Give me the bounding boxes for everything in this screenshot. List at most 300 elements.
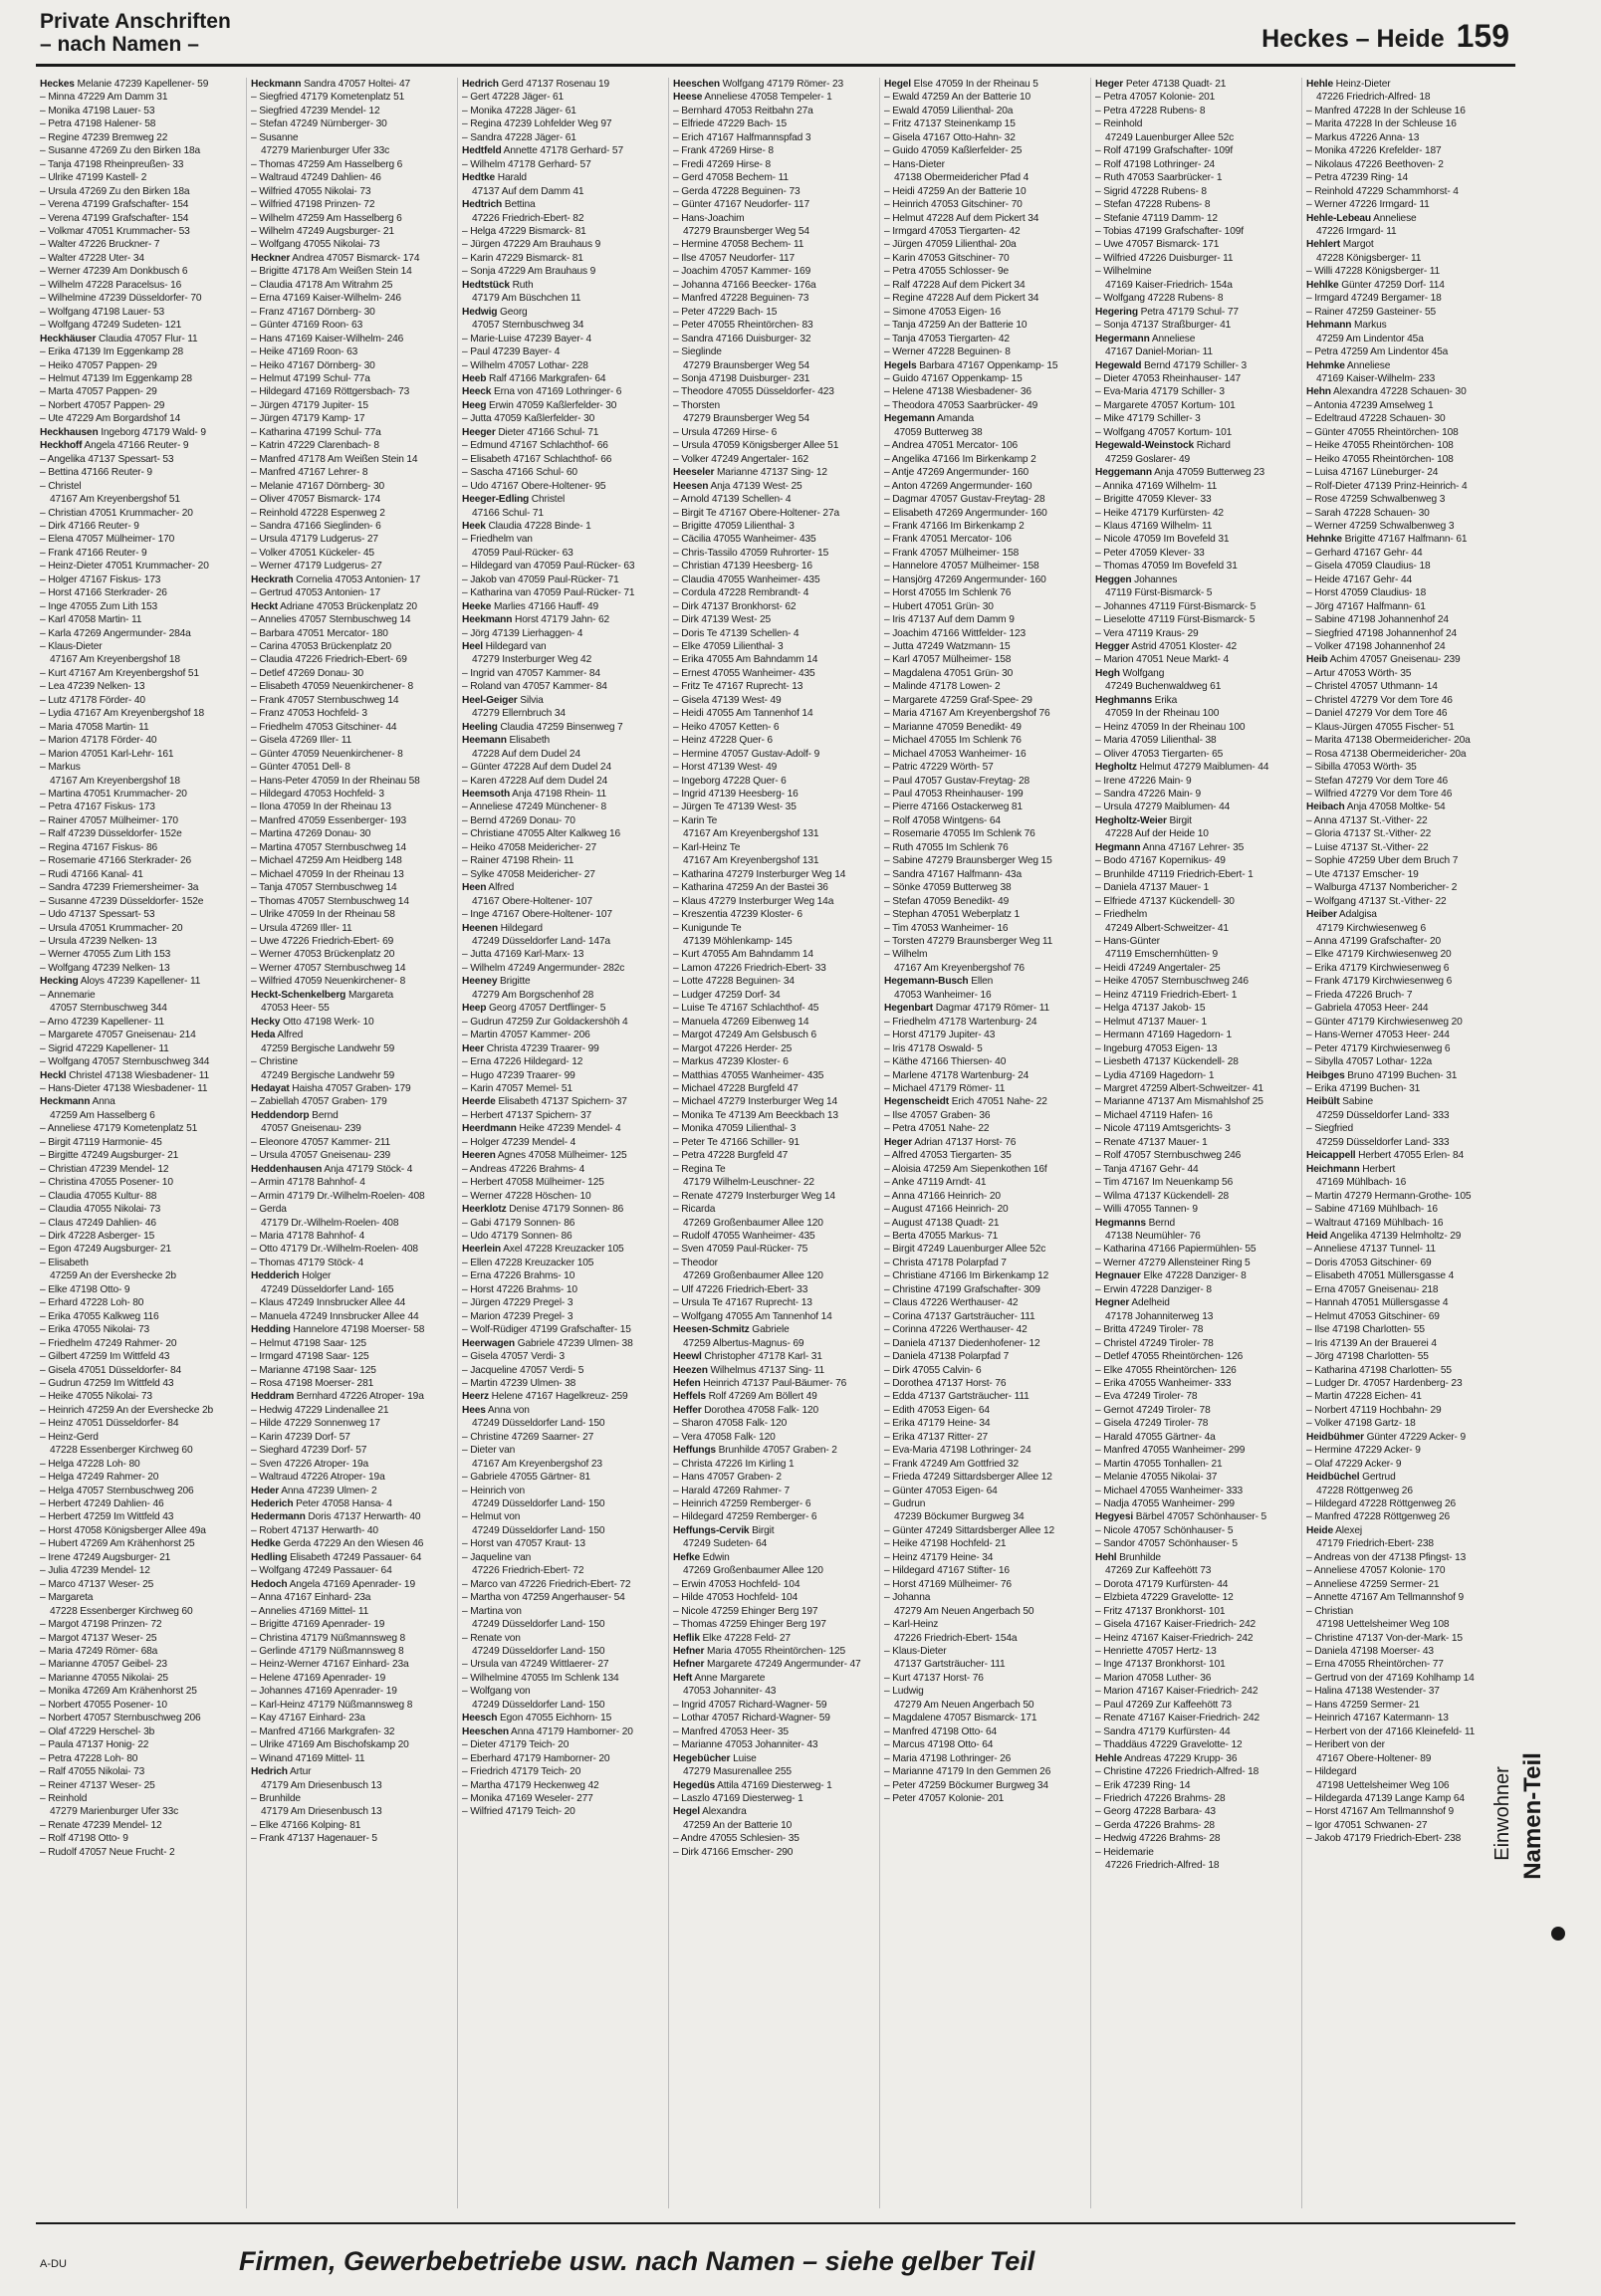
entry-text: 47249 Buchenwaldweg 61	[1105, 681, 1222, 693]
entry-text: – Frieda 47226 Bruch- 7	[1306, 989, 1413, 1001]
entry-text: – Elzbieta 47229 Gravelotte- 12	[1095, 1592, 1234, 1604]
entry-surname: Heda	[251, 1030, 276, 1041]
entry-text: – Thorsten	[673, 399, 721, 411]
directory-entry	[251, 1190, 451, 1203]
entry-text: – Frank 47269 Hirse- 8	[673, 145, 774, 157]
entry-text: – Ludger 47259 Dorf- 34	[673, 989, 781, 1001]
entry-text: Gertrud	[1359, 1472, 1396, 1484]
directory-entry	[40, 78, 240, 91]
entry-surname: Hegholtz-Weier	[1095, 814, 1167, 826]
entry-text: – Ute 47229 Am Borgardshof 14	[40, 413, 181, 425]
directory-entry	[462, 507, 662, 520]
entry-surname: Hegenbart	[884, 1003, 934, 1015]
directory-entry	[462, 881, 662, 894]
entry-text: – Herbert 47058 Mülheimer- 125	[462, 1177, 604, 1189]
directory-entry	[673, 775, 873, 788]
entry-text: – Tanja 47053 Tiergarten- 42	[884, 333, 1010, 344]
directory-entry	[462, 158, 662, 171]
entry-surname: Hehlke	[1306, 279, 1339, 291]
directory-entry	[673, 1337, 873, 1350]
directory-entry	[40, 1497, 240, 1510]
side-tab-top: Einwohner	[1490, 1766, 1513, 1861]
entry-text: – Jakob 47179 Friedrich-Ebert- 238	[1306, 1833, 1462, 1845]
entry-text: – Martin 47239 Ulmen- 38	[462, 1377, 576, 1389]
directory-entry	[251, 345, 451, 358]
entry-text: – Helga 47137 Jakob- 15	[1095, 1003, 1206, 1015]
entry-text: – Jörg 47198 Charlotten- 55	[1306, 1351, 1429, 1363]
entry-text: – Ingeborg 47228 Quer- 6	[673, 775, 787, 787]
directory-entry	[884, 1122, 1084, 1135]
entry-text: Elisabeth 47137 Spichern- 37	[495, 1096, 627, 1108]
directory-entry	[1306, 1725, 1507, 1738]
directory-entry	[40, 292, 240, 305]
directory-entry	[884, 1458, 1084, 1471]
directory-entry	[462, 814, 662, 827]
directory-entry	[884, 252, 1084, 265]
entry-text: – Susanne 47239 Düsseldorfer- 152e	[40, 895, 204, 907]
directory-entry	[462, 1176, 662, 1189]
entry-text: – Günter 47051 Dell- 8	[251, 762, 350, 774]
directory-entry	[462, 667, 662, 680]
entry-text: – Matthias 47055 Wanheimer- 435	[673, 1069, 824, 1081]
page-number: 159	[1456, 18, 1509, 54]
directory-entry	[40, 1095, 240, 1108]
entry-text: Haisha 47057 Graben- 179	[289, 1082, 411, 1094]
entry-text: – Anna 47199 Grafschafter- 20	[1306, 936, 1441, 947]
directory-entry	[251, 1055, 451, 1068]
entry-text: – Hildegard 47259 Remberger- 6	[673, 1511, 817, 1523]
entry-text: Claudia 47228 Binde- 1	[485, 520, 591, 532]
directory-entry	[673, 306, 873, 319]
entry-text: – Michael 47259 Am Heidberg 148	[251, 855, 402, 867]
directory-entry	[40, 1510, 240, 1523]
entry-text: 47228 Essenberger Kirchweg 60	[50, 1605, 193, 1617]
directory-entry	[884, 1404, 1084, 1417]
directory-entry	[1095, 1417, 1295, 1430]
entry-text: – Manfred 47228 In der Schleuse 16	[1306, 105, 1466, 116]
directory-entry	[1095, 1578, 1295, 1591]
directory-entry	[884, 1203, 1084, 1216]
directory-entry	[462, 1257, 662, 1269]
directory-entry	[462, 975, 662, 988]
entry-text: – Martina 47051 Krummacher- 20	[40, 789, 187, 801]
entry-text: – Günter 47169 Roon- 63	[251, 320, 363, 332]
directory-entry	[673, 372, 873, 385]
entry-text: – Heiko 47057 Ketten- 6	[673, 721, 780, 733]
entry-text: – Werner 47053 Brückenplatz 20	[251, 949, 395, 961]
entry-surname: Heep	[462, 1003, 487, 1015]
entry-text: – Sven 47226 Atroper- 19a	[251, 1458, 369, 1470]
entry-text: – Friedrich 47179 Teich- 20	[462, 1766, 581, 1778]
entry-surname: Hefner	[673, 1659, 705, 1671]
directory-entry	[1095, 198, 1295, 211]
entry-text: Axel 47228 Kreuzacker 105	[501, 1244, 624, 1256]
directory-entry	[1306, 198, 1507, 211]
directory-entry	[1095, 1591, 1295, 1604]
directory-entry	[251, 1269, 451, 1282]
entry-text: – Gerd 47058 Bechem- 11	[673, 172, 789, 184]
directory-entry	[673, 1444, 873, 1457]
footer-rule	[36, 2222, 1515, 2224]
entry-text: – Horst 47179 Jupiter- 43	[884, 1030, 996, 1041]
entry-text: – Sylke 47058 Meidericher- 27	[462, 868, 595, 880]
entry-text: – Petra 47239 Ring- 14	[1306, 172, 1409, 184]
directory-entry	[1095, 466, 1295, 479]
entry-text: – Christian 47139 Heesberg- 16	[673, 561, 812, 573]
entry-text: – Volker 47198 Gartz- 18	[1306, 1418, 1416, 1430]
directory-entry	[1306, 962, 1507, 975]
entry-text: – Ursula 47269 Iller- 11	[251, 922, 352, 934]
directory-entry	[1306, 1645, 1507, 1658]
entry-text: 47228 Königsberger- 11	[1316, 252, 1422, 264]
directory-entry	[40, 881, 240, 894]
directory-entry	[40, 1685, 240, 1698]
directory-entry	[884, 372, 1084, 385]
directory-entry	[1095, 1082, 1295, 1095]
entry-text: – Margareta	[40, 1592, 94, 1604]
entry-text: – Lieselotte 47119 Fürst-Bismarck- 5	[1095, 614, 1256, 626]
directory-entry	[40, 466, 240, 479]
directory-entry	[40, 520, 240, 533]
directory-entry	[251, 131, 451, 144]
entry-text: – Helmut 47198 Saar- 125	[251, 1337, 366, 1349]
entry-text: 47057 Gneisenau- 239	[261, 1123, 361, 1135]
directory-entry	[1306, 345, 1507, 358]
entry-text: – Rudi 47166 Kanal- 41	[40, 868, 143, 880]
entry-text: – Mike 47179 Schiller- 3	[1095, 413, 1201, 425]
entry-text: Wilhelmus 47137 Sing- 11	[707, 1364, 825, 1376]
directory-entry	[40, 1618, 240, 1631]
entry-text: – Verena 47199 Grafschafter- 154	[40, 212, 189, 224]
entry-text: – Alfred 47053 Tiergarten- 35	[884, 1150, 1012, 1162]
directory-entry	[673, 1377, 873, 1390]
directory-entry	[40, 1109, 240, 1122]
directory-entry	[462, 1417, 662, 1430]
directory-entry	[1095, 493, 1295, 506]
directory-entry	[1095, 1163, 1295, 1176]
directory-entry	[1306, 1431, 1507, 1444]
directory-entry	[884, 1551, 1084, 1564]
directory-entry	[673, 1605, 873, 1618]
entry-text: – Heinz 47059 In der Rheinau 100	[1095, 721, 1246, 733]
directory-entry	[884, 225, 1084, 238]
directory-entry	[251, 212, 451, 225]
entry-text: – Gudrun 47259 Im Wittfeld 43	[40, 1377, 174, 1389]
entry-text: – Dirk 47228 Asberger- 15	[40, 1230, 155, 1242]
entry-text: – Birgit Te 47167 Obere-Holtener- 27a	[673, 507, 839, 519]
directory-entry	[673, 1082, 873, 1095]
entry-text: – Hilde 47229 Sonnenweg 17	[251, 1418, 380, 1430]
directory-entry	[673, 1765, 873, 1778]
entry-text: 47249 Düsseldorfer Land- 147a	[472, 936, 610, 947]
directory-entry	[673, 1243, 873, 1256]
entry-text: – Gisela 47051 Düsseldorfer- 84	[40, 1364, 182, 1376]
directory-entry	[1306, 265, 1507, 278]
entry-text: – Hans-Günter	[1095, 936, 1160, 947]
directory-entry	[1095, 1364, 1295, 1377]
entry-text: 47226 Friedrich-Alfred- 18	[1105, 1860, 1220, 1872]
entry-text: Elke 47228 Danziger- 8	[1140, 1270, 1247, 1282]
directory-entry	[884, 1618, 1084, 1631]
entry-surname: Heeschen	[673, 79, 720, 90]
directory-entry	[251, 1149, 451, 1162]
directory-entry	[462, 1323, 662, 1336]
directory-entry	[884, 279, 1084, 292]
entry-text: – Heinrich von	[462, 1485, 526, 1496]
entry-text: – Franz 47053 Hochfeld- 3	[251, 708, 367, 720]
entry-text: – Rolf 47198 Lothringer- 24	[1095, 158, 1215, 170]
entry-text: – Susanne	[251, 131, 299, 143]
directory-entry	[40, 1149, 240, 1162]
directory-entry	[462, 225, 662, 238]
entry-text: – Norbert 47057 Sternbuschweg 206	[40, 1713, 201, 1724]
directory-entry	[251, 922, 451, 935]
entry-surname: Hedrich	[462, 79, 499, 90]
directory-entry	[40, 547, 240, 560]
directory-entry	[40, 1485, 240, 1497]
directory-entry	[1306, 1805, 1507, 1818]
directory-entry	[673, 895, 873, 908]
entry-text: – Laszlo 47169 Diesterweg- 1	[673, 1793, 803, 1804]
entry-text: – Bernhard 47053 Reitbahn 27a	[673, 105, 813, 116]
entry-text: – Christian 47051 Krummacher- 20	[40, 507, 193, 519]
directory-entry	[1306, 667, 1507, 680]
directory-entry	[884, 1672, 1084, 1685]
directory-entry	[673, 922, 873, 935]
directory-column	[458, 78, 669, 2208]
directory-entry	[40, 359, 240, 372]
directory-entry	[884, 560, 1084, 573]
directory-column	[247, 78, 458, 2208]
entry-text: – Inge 47055 Zum Lith 153	[40, 600, 158, 612]
directory-entry	[673, 1323, 873, 1336]
entry-text: – Heinz-Gerd	[40, 1431, 99, 1443]
entry-text: – Theodore 47055 Düsseldorfer- 423	[673, 386, 834, 398]
directory-entry	[40, 586, 240, 599]
entry-text: – Petra 47167 Fiskus- 173	[40, 802, 155, 813]
entry-text: – Annika 47169 Wilhelm- 11	[1095, 480, 1218, 492]
entry-text: – Sabine 47169 Mühlbach- 16	[1306, 1204, 1438, 1216]
directory-entry	[673, 1672, 873, 1685]
directory-entry	[462, 1230, 662, 1243]
entry-text: – Margot 47137 Weser- 25	[40, 1632, 157, 1644]
directory-entry	[462, 1190, 662, 1203]
directory-entry	[884, 385, 1084, 398]
entry-text: – Udo 47137 Spessart- 53	[40, 909, 155, 921]
entry-text: – Gabriela 47053 Heer- 244	[1306, 1003, 1429, 1015]
entry-surname: Hehle	[1306, 79, 1333, 90]
directory-entry	[251, 694, 451, 707]
entry-surname: Heiber	[1306, 909, 1337, 921]
directory-entry	[1306, 895, 1507, 908]
directory-column	[1302, 78, 1513, 2208]
directory-entry	[884, 1444, 1084, 1457]
entry-text: Artur	[287, 1766, 312, 1778]
directory-entry	[251, 627, 451, 640]
directory-entry	[462, 613, 662, 626]
entry-surname: Heerz	[462, 1391, 489, 1403]
directory-entry	[884, 600, 1084, 613]
entry-text: Melanie 47239 Kapellener- 59	[74, 79, 209, 90]
directory-entry	[1095, 252, 1295, 265]
directory-entry	[673, 761, 873, 774]
directory-entry	[40, 1792, 240, 1805]
directory-entry	[884, 775, 1084, 788]
entry-text: – Anna 47137 St.-Vither- 22	[1306, 814, 1428, 826]
directory-entry	[1306, 1257, 1507, 1269]
entry-text: – Heiko 47058 Meidericher- 27	[462, 841, 596, 853]
entry-text: Andreas 47229 Krupp- 36	[1122, 1752, 1238, 1764]
directory-entry	[1095, 91, 1295, 104]
entry-text: – Petra 47051 Nahe- 22	[884, 1123, 990, 1135]
directory-entry	[1095, 1779, 1295, 1792]
entry-text: – Heinrich 47259 Remberger- 6	[673, 1498, 811, 1510]
entry-text: – Erika 47179 Heine- 34	[884, 1418, 991, 1430]
directory-entry	[251, 935, 451, 948]
entry-surname: Hegemann	[884, 413, 935, 425]
entry-text: – Karl-Heinz	[884, 1619, 939, 1631]
entry-text: – Reinhold 47228 Espenweg 2	[251, 507, 385, 519]
directory-entry	[251, 1029, 451, 1041]
directory-entry	[1306, 1632, 1507, 1645]
entry-text: – Ursula 47179 Ludgerus- 27	[251, 534, 378, 546]
entry-surname: Hegedüs	[673, 1779, 715, 1791]
directory-entry	[673, 1819, 873, 1832]
directory-entry	[1095, 399, 1295, 412]
entry-text: 47279 Braunsberger Weg 54	[683, 225, 809, 237]
entry-text: – Angelika 47166 Im Birkenkamp 2	[884, 453, 1036, 465]
entry-text: – Marion 47051 Neue Markt- 4	[1095, 654, 1229, 666]
entry-text: Else 47059 In der Rheinau 5	[911, 79, 1038, 90]
entry-text: – Michael 47179 Römer- 11	[884, 1082, 1006, 1094]
entry-text: Christel	[529, 494, 566, 506]
entry-text: Bernhard 47226 Atroper- 19a	[294, 1391, 424, 1403]
entry-text: Birgit	[1166, 814, 1192, 826]
entry-text: 47053 Heer- 55	[261, 1003, 330, 1015]
entry-text: – Edda 47137 Gartsträucher- 111	[884, 1391, 1029, 1403]
entry-text: – Gerhard 47167 Gehr- 44	[1306, 547, 1423, 559]
directory-entry	[1306, 453, 1507, 466]
directory-entry	[673, 1149, 873, 1162]
entry-text: – Irene 47226 Main- 9	[1095, 775, 1192, 787]
directory-entry	[251, 908, 451, 921]
directory-entry	[884, 1243, 1084, 1256]
directory-entry	[462, 1605, 662, 1618]
entry-text: – Lothar 47057 Richard-Wagner- 59	[673, 1713, 830, 1724]
directory-entry	[462, 1055, 662, 1068]
directory-entry	[40, 1752, 240, 1765]
directory-entry	[40, 640, 240, 653]
directory-entry	[1095, 1149, 1295, 1162]
entry-text: – Hans 47169 Kaiser-Wilhelm- 246	[251, 333, 404, 344]
entry-text: Brunhilde 47057 Graben- 2	[715, 1445, 837, 1457]
directory-entry	[1306, 1752, 1507, 1765]
entry-text: – Stefan 47228 Rubens- 8	[1095, 199, 1211, 211]
directory-entry	[884, 1217, 1084, 1230]
entry-text: 47279 Marienburger Ufer 33c	[261, 145, 390, 157]
directory-entry	[251, 533, 451, 546]
entry-text: – Werner 47239 Am Donkbusch 6	[40, 266, 188, 278]
entry-text: – Paul 47057 Gustav-Freytag- 28	[884, 775, 1029, 787]
entry-text: Anja 47139 West- 25	[708, 480, 802, 492]
entry-text: – Anneliese 47057 Kolonie- 170	[1306, 1565, 1446, 1577]
directory-entry	[1306, 1779, 1507, 1792]
entry-text: – Herbert 47259 Im Wittfeld 43	[40, 1511, 174, 1523]
entry-text: – Inge 47137 Bronkhorst- 101	[1095, 1659, 1226, 1671]
entry-surname: Heger	[1095, 79, 1124, 90]
directory-entry	[40, 1310, 240, 1323]
directory-entry	[40, 1257, 240, 1269]
entry-text: – Manfred 47055 Wanheimer- 299	[1095, 1445, 1246, 1457]
entry-text: – Dirk 47055 Calvin- 6	[884, 1364, 982, 1376]
entry-text: – Luise Te 47167 Schlachthof- 45	[673, 1003, 819, 1015]
directory-entry	[251, 78, 451, 91]
directory-entry	[462, 292, 662, 305]
entry-text: – Rosa 47138 Obermeidericher- 20a	[1306, 748, 1467, 760]
entry-text: Margot	[1340, 239, 1374, 251]
entry-text: – Christine 47226 Friedrich-Alfred- 18	[1095, 1766, 1259, 1778]
entry-text: Claudia 47057 Flur- 11	[96, 333, 198, 344]
entry-text: – Horst 47169 Mülheimer- 76	[884, 1578, 1012, 1590]
directory-entry	[884, 1296, 1084, 1309]
directory-entry	[1095, 1632, 1295, 1645]
entry-text: Erwin 47059 Kaßlerfelder- 30	[486, 399, 617, 411]
entry-surname: Heenen	[462, 922, 498, 934]
directory-entry	[251, 507, 451, 520]
entry-text: 47249 Düsseldorfer Land- 150	[472, 1646, 605, 1658]
entry-surname: Heckner	[251, 252, 291, 264]
entry-text: – Karin 47239 Dorf- 57	[251, 1431, 350, 1443]
entry-text: 47259 Albertus-Magnus- 69	[683, 1337, 804, 1349]
directory-entry	[1306, 801, 1507, 813]
entry-text: – Eleonore 47057 Kammer- 211	[251, 1136, 391, 1148]
entry-text: – Margret 47259 Albert-Schweitzer- 41	[1095, 1082, 1263, 1094]
directory-entry	[462, 1564, 662, 1577]
entry-text: – Henriette 47057 Hertz- 13	[1095, 1646, 1217, 1658]
entry-surname: Heddenhausen	[251, 1163, 323, 1175]
entry-text: – Peter 47055 Rheintörchen- 83	[673, 320, 813, 332]
directory-entry	[884, 1350, 1084, 1363]
entry-text: – Monika Te 47139 Am Beeckbach 13	[673, 1109, 838, 1121]
directory-entry	[40, 1738, 240, 1751]
entry-text: – Klaus-Dieter	[40, 641, 103, 653]
directory-entry	[40, 1055, 240, 1068]
entry-text: – Ruth 47053 Saarbrücker- 1	[1095, 172, 1223, 184]
entry-text: – Heidi 47259 An der Batterie 10	[884, 185, 1027, 197]
entry-text: – Hans-Dieter 47138 Wiesbadener- 11	[40, 1082, 208, 1094]
directory-entry	[251, 1002, 451, 1015]
entry-text: – Rosa 47198 Moerser- 281	[251, 1377, 374, 1389]
entry-text: – Gerda 47228 Beguinen- 73	[673, 185, 800, 197]
directory-entry	[673, 158, 873, 171]
entry-text: – Annemarie	[40, 989, 96, 1001]
directory-entry	[462, 1002, 662, 1015]
entry-text: – Andreas von der 47138 Pfingst- 13	[1306, 1551, 1467, 1563]
entry-text: 47279 Ellernbruch 34	[472, 708, 566, 720]
directory-entry	[884, 748, 1084, 761]
entry-text: – Stefan 47059 Benedikt- 49	[884, 895, 1010, 907]
directory-entry	[251, 801, 451, 813]
directory-entry	[251, 640, 451, 653]
entry-text: – Theodora 47053 Saarbrücker- 49	[884, 399, 1038, 411]
directory-entry	[462, 1095, 662, 1108]
entry-text: Adelheid	[1129, 1297, 1170, 1309]
directory-entry	[1095, 439, 1295, 452]
directory-entry	[462, 1082, 662, 1095]
entry-text: – Christine 47199 Grafschafter- 309	[884, 1283, 1040, 1295]
directory-entry	[40, 1805, 240, 1818]
entry-text: – Marianne 47198 Saar- 125	[251, 1364, 376, 1376]
